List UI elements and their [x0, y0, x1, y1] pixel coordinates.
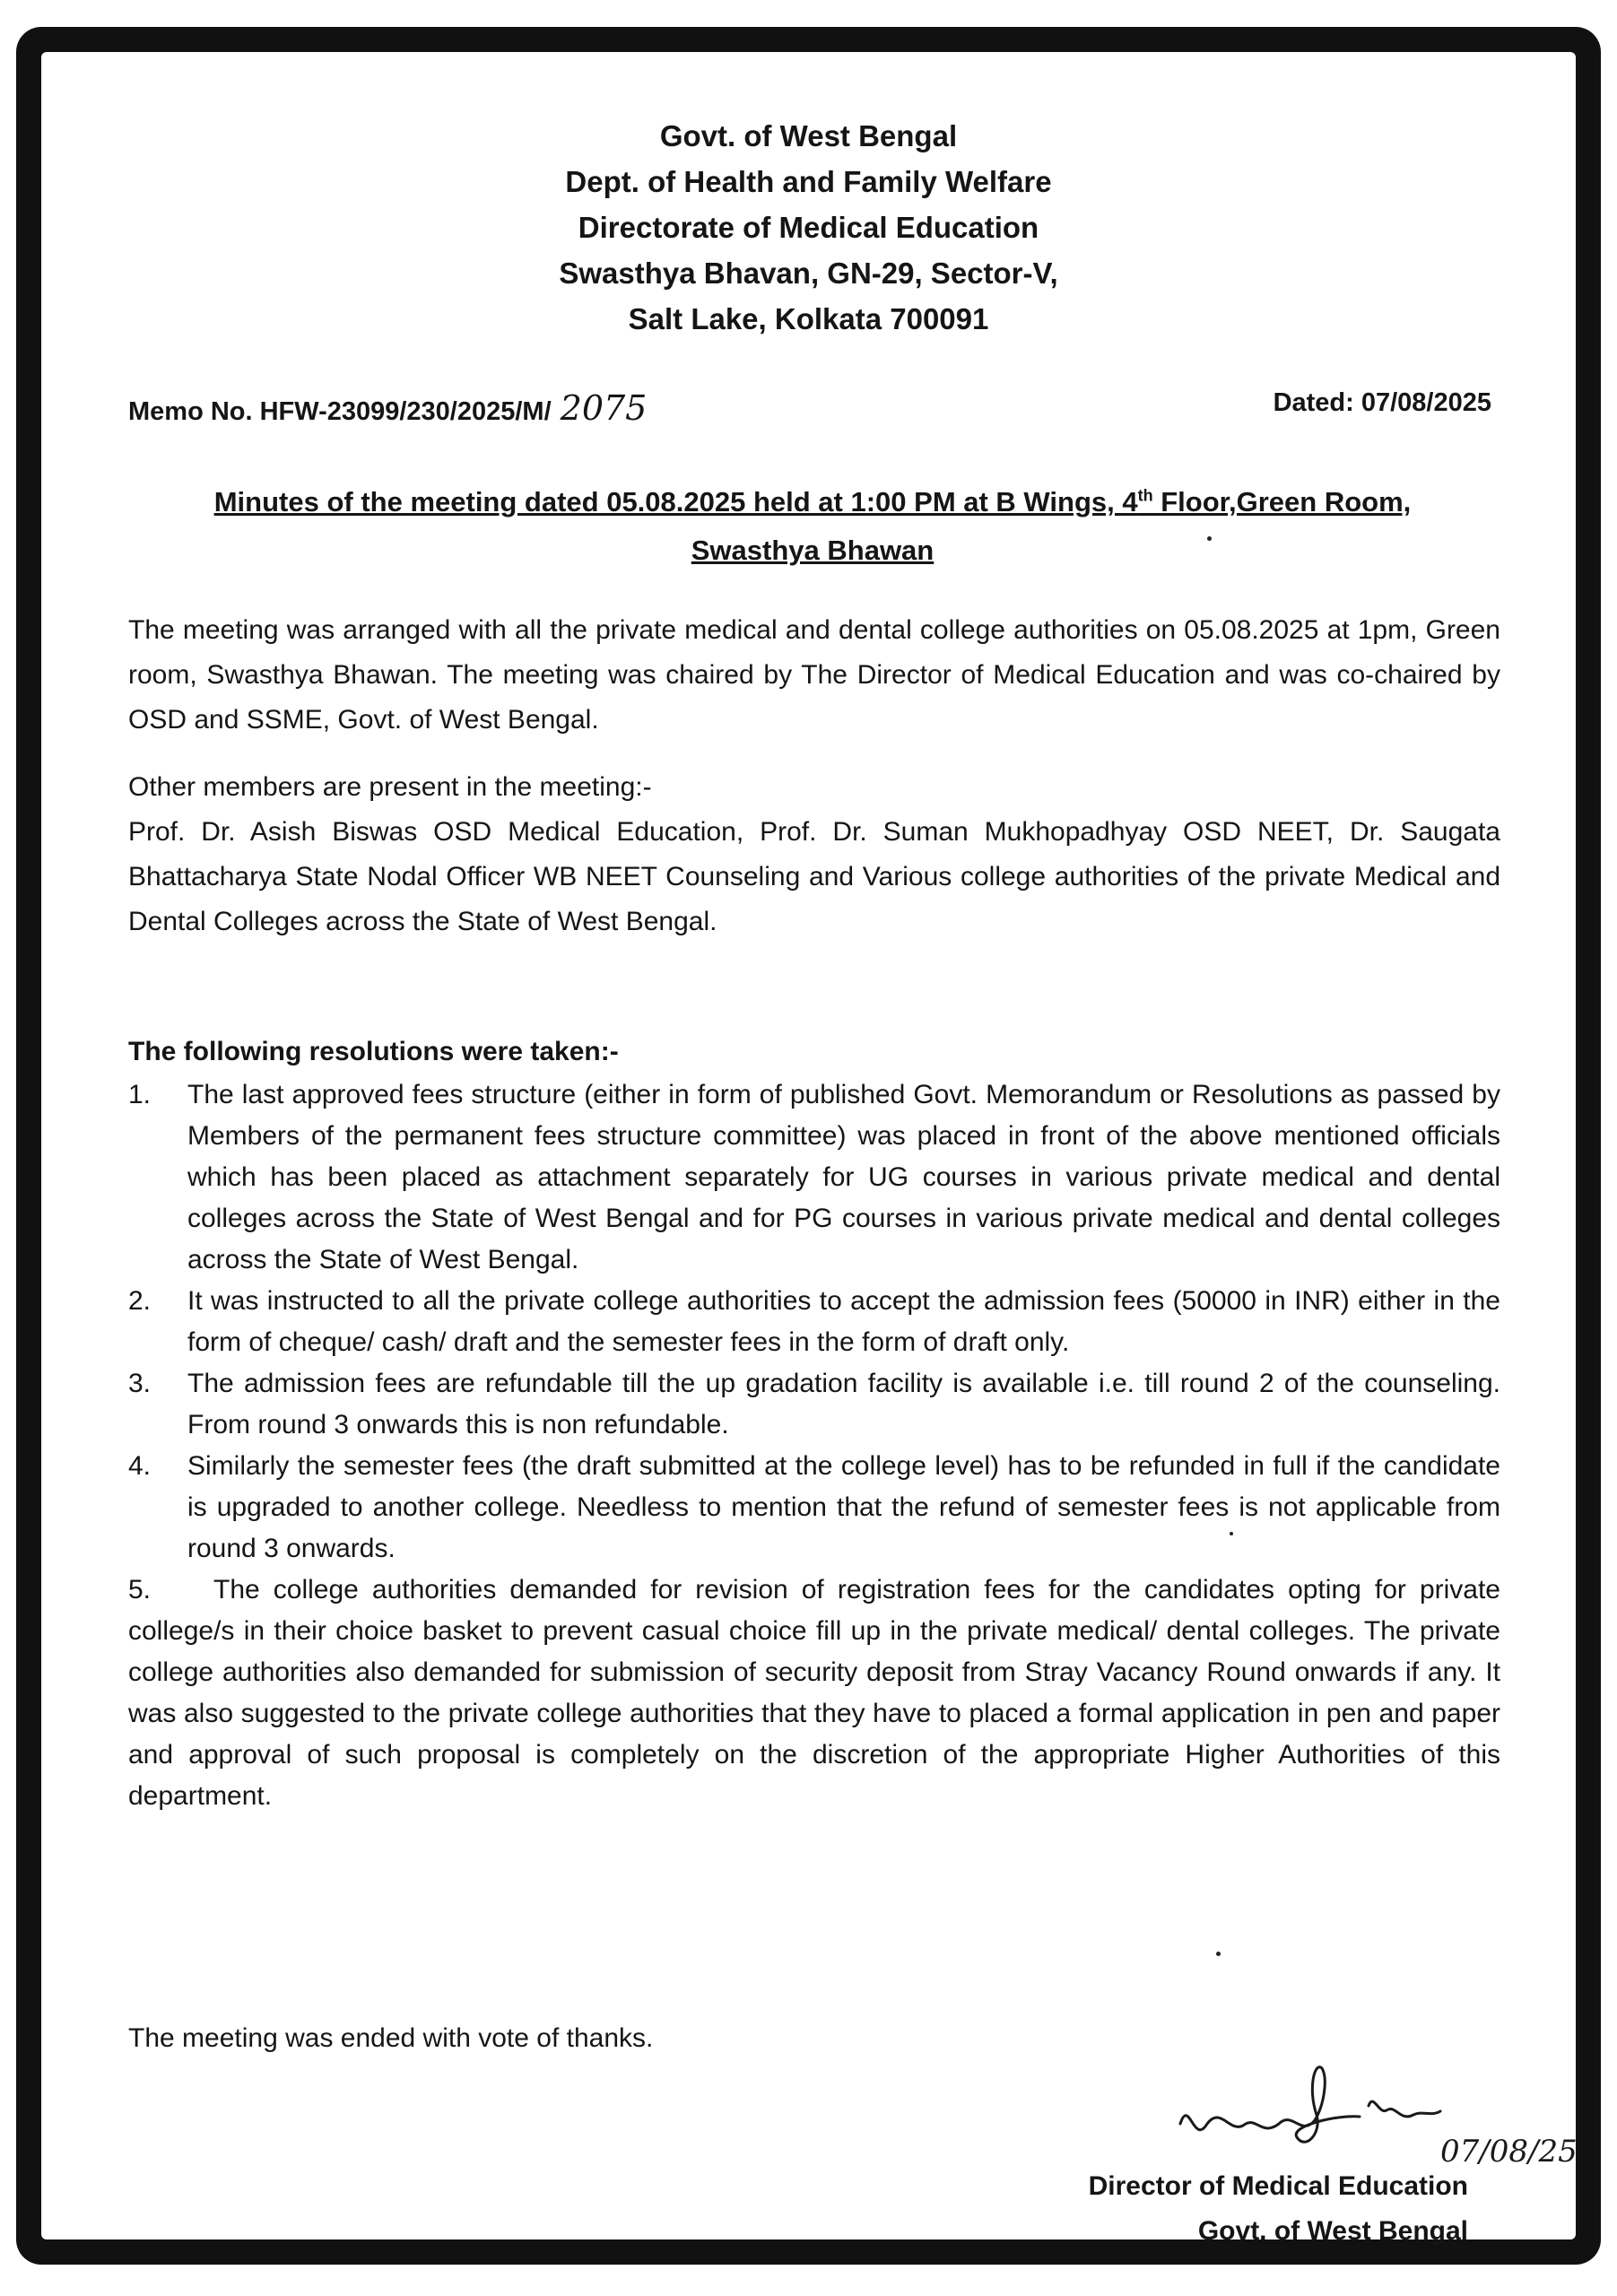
document-border [16, 27, 1601, 2265]
subject-superscript: th [1137, 487, 1153, 505]
letterhead-directorate: Directorate of Medical Education [578, 211, 1039, 244]
subject-line-1-part-b: Floor,Green Room, [1152, 486, 1412, 518]
scan-speck [1230, 1532, 1233, 1535]
resolutions-list [128, 1074, 1500, 1817]
signature-date: 07/08/25 [1440, 2134, 1578, 2169]
subject-line-1-part-a: Minutes of the meeting dated 05.08.2025 held at 1:00 PM at B Wings, 4 [213, 486, 1138, 518]
members-paragraph: Prof. Dr. Asish Biswas OSD Medical Education, Prof. Dr. Suman Mukhopadhyay OSD NEET, Dr. Saugata Bhattacharya State Nodal Officer WB NEET Counseling and Various college authorities of the private Medical and Dental Colleges across the State of West Bengal. [128, 817, 1500, 936]
memo-row [128, 388, 1491, 428]
resolution-item [128, 1446, 1500, 1570]
resolution-number: 5. [128, 1575, 152, 1605]
memo-date: Dated: 07/08/2025 [1273, 388, 1491, 417]
resolution-number: 3. [128, 1369, 152, 1398]
document-page [41, 52, 1578, 2246]
resolution-number: 1. [128, 1080, 152, 1109]
letterhead-government: Govt. of West Bengal [659, 119, 958, 152]
resolution-number: 4. [128, 1451, 152, 1481]
memo-handwritten-number: 2075 [560, 388, 648, 428]
resolutions-heading: The following resolutions were taken:- [128, 1037, 619, 1066]
letterhead-address-1: Swasthya Bhavan, GN-29, Sector-V, [559, 257, 1058, 290]
signatory-block [1089, 2164, 1468, 2254]
memo-number: Memo No. HFW-23099/230/2025/M/ [128, 397, 552, 426]
signatory-title: Director of Medical Education [1088, 2171, 1468, 2201]
subject-line-1 [214, 486, 1412, 517]
members-heading: Other members are present in the meeting:- [128, 772, 652, 802]
resolution-item [128, 1074, 1500, 1281]
subject-line-2: Swasthya Bhawan [691, 535, 935, 567]
resolution-item [128, 1363, 1500, 1446]
resolution-text: The last approved fees structure (either in form of published Govt. Memorandum or Resolutions as passed by Members of the permanent fees structure committee) was placed in front of the above mentioned officials which has been placed as attachment separately for UG courses in various private medical and dental colleges across the State of West Bengal and for PG courses in various private medical and dental colleges across the State of West Bengal. [187, 1080, 1500, 1274]
closing-line: The meeting was ended with vote of thanks. [128, 2023, 654, 2053]
resolution-item [128, 1281, 1500, 1363]
meeting-subject [113, 472, 1512, 575]
letterhead-address-2: Salt Lake, Kolkata 700091 [628, 302, 989, 335]
letterhead [41, 113, 1576, 342]
signatory-organization: Govt. of West Bengal [1197, 2216, 1468, 2246]
intro-paragraph: The meeting was arranged with all the private medical and dental college authorities on 05.08.2025 at 1pm, Green room, Swasthya Bhawan. The meeting was chaired by The Director of Medical Education and was co-chaired by OSD and SSME, Govt. of West Bengal. [128, 615, 1500, 735]
letterhead-department: Dept. of Health and Family Welfare [565, 165, 1052, 198]
resolution-text: Similarly the semester fees (the draft submitted at the college level) has to be refunded in full if the candidate is upgraded to another college. Needless to mention that the refund of semester fees is not applicable from round 3 onwards. [187, 1451, 1500, 1563]
resolution-number: 2. [128, 1286, 152, 1316]
handwritten-signature [1144, 2061, 1593, 2169]
resolution-text: The admission fees are refundable till the up gradation facility is available i.e. till round 2 of the counseling. From round 3 onwards this is non refundable. [187, 1369, 1500, 1439]
resolution-text: The college authorities demanded for revision of registration fees for the candidates opting for private college/s in their choice basket to prevent casual choice fill up in the private medical/ dental colleges. The private college authorities also demanded for submission of security deposit from Stray Vacancy Round onwards if any. It was also suggested to the private college authorities that they have to placed a formal application in pen and paper and approval of such proposal is completely on the discretion of the appropriate Higher Authorities of this department. [128, 1575, 1500, 1811]
resolution-item [128, 1570, 1500, 1817]
scan-speck [1207, 536, 1212, 541]
resolution-text: It was instructed to all the private college authorities to accept the admission fees (50000 in INR) either in the form of cheque/ cash/ draft and the semester fees in the form of draft only. [187, 1286, 1500, 1357]
scan-speck [1216, 1952, 1221, 1956]
